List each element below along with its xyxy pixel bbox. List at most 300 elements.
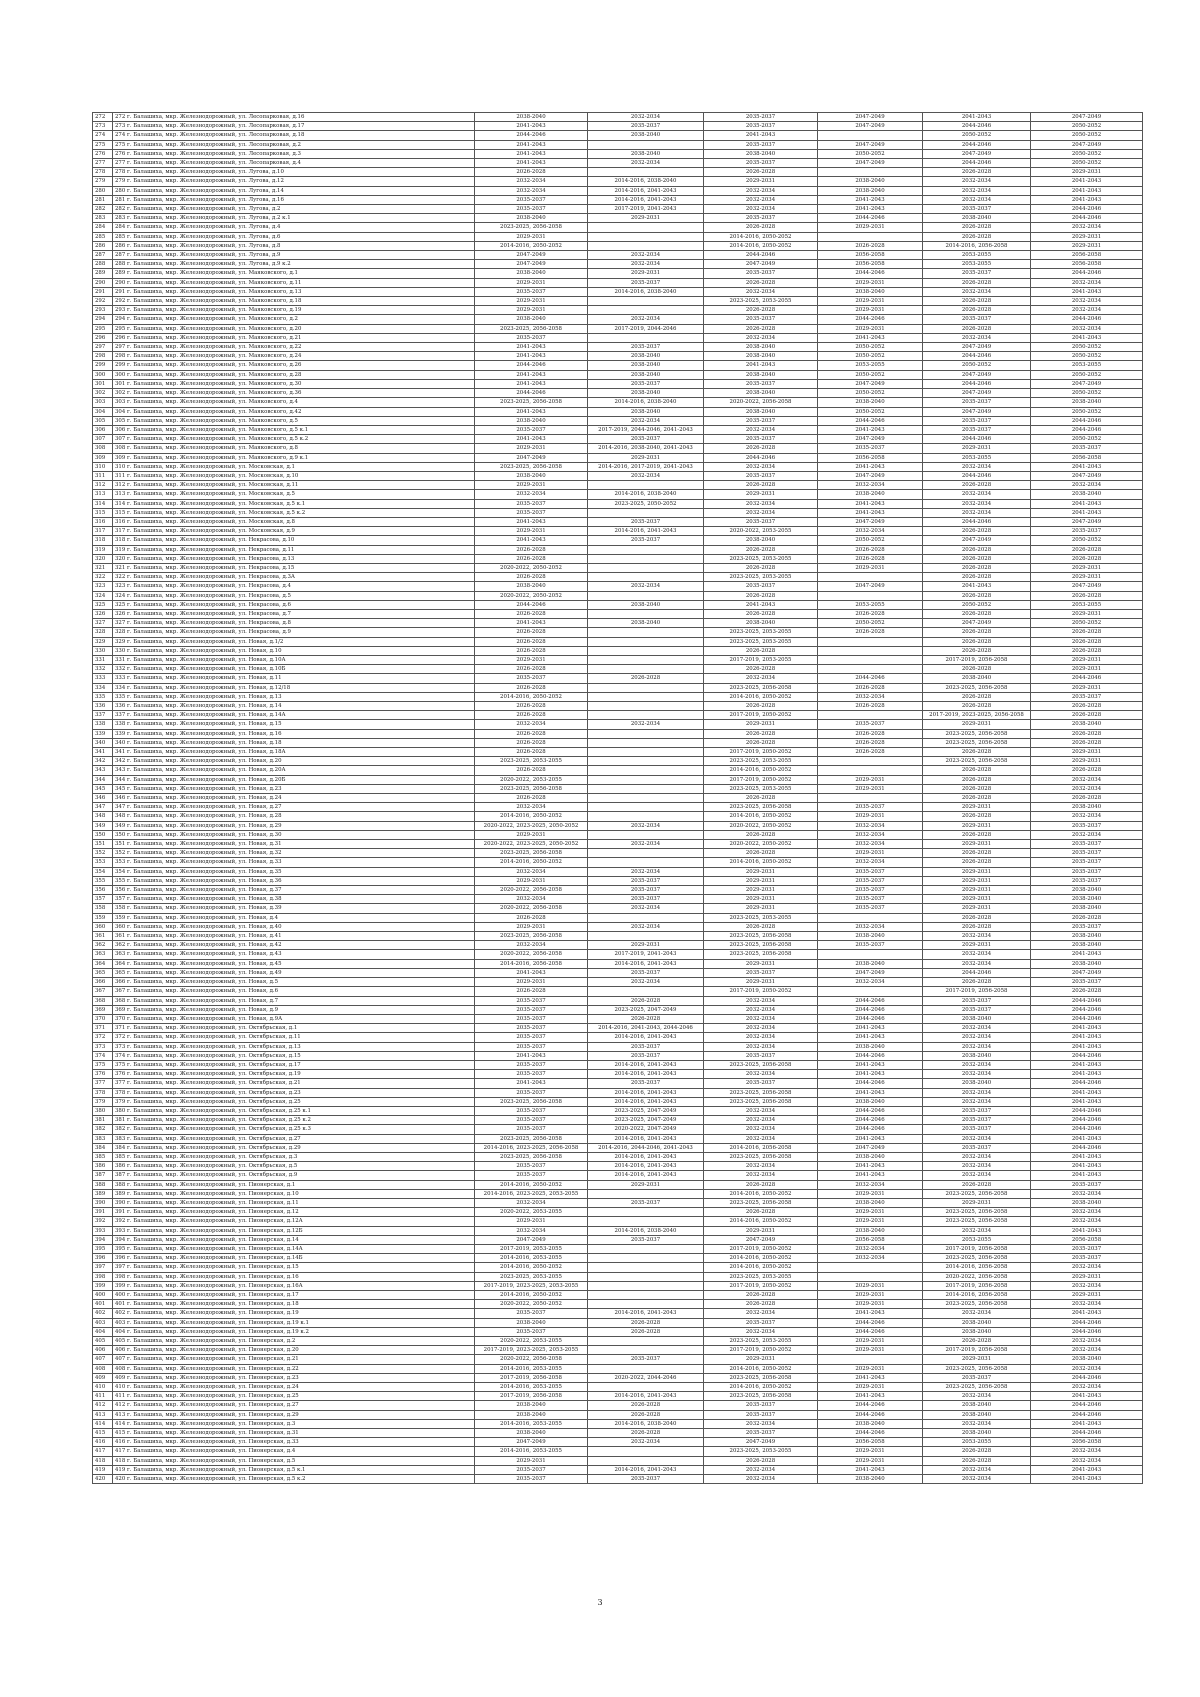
- address-cell: 374 г. Балашиха, мкр. Железнодорожный, ул. Октябрьская, д.15: [113, 1051, 475, 1060]
- work-period-3-cell: 2029-2031: [704, 177, 818, 186]
- work-period-4-cell: 2044-2046: [818, 1318, 923, 1327]
- work-period-2-cell: [588, 803, 704, 812]
- work-period-3-cell: 2032-2034: [704, 195, 818, 204]
- table-row: [93, 453, 1143, 462]
- address-cell: 324 г. Балашиха, мкр. Железнодорожный, ул. Некрасова, д.5: [113, 591, 475, 600]
- work-period-6-cell: 2047-2049: [1031, 582, 1143, 591]
- work-period-6-cell: 2041-2043: [1031, 1060, 1143, 1069]
- work-period-6-cell: 2035-2037: [1031, 849, 1143, 858]
- row-number-cell: 365: [93, 968, 113, 977]
- work-period-6-cell: 2041-2043: [1031, 1162, 1143, 1171]
- address-cell: 418 г. Балашиха, мкр. Железнодорожный, ул. Пионерская, д.5: [113, 1456, 475, 1465]
- work-period-2-cell: 2029-2031: [588, 214, 704, 223]
- row-number-cell: 371: [93, 1024, 113, 1033]
- work-period-5-cell: 2035-2037: [923, 1005, 1031, 1014]
- work-period-1-cell: 2044-2046: [475, 361, 588, 370]
- work-period-3-cell: 2032-2034: [704, 425, 818, 434]
- work-period-3-cell: 2020-2022, 2050-2052: [704, 840, 818, 849]
- work-period-5-cell: 2035-2037: [923, 269, 1031, 278]
- work-period-6-cell: 2038-2040: [1031, 720, 1143, 729]
- work-period-2-cell: [588, 573, 704, 582]
- work-period-6-cell: 2041-2043: [1031, 1134, 1143, 1143]
- address-cell: 272 г. Балашиха, мкр. Железнодорожный, ул. Лесопарковая, д.16: [113, 113, 475, 122]
- address-cell: 300 г. Балашиха, мкр. Железнодорожный, ул. Маяковского, д.28: [113, 370, 475, 379]
- work-period-5-cell: 2035-2037: [923, 996, 1031, 1005]
- work-period-2-cell: 2026-2028: [588, 1410, 704, 1419]
- work-period-3-cell: 2026-2028: [704, 168, 818, 177]
- work-period-1-cell: 2047-2049: [475, 260, 588, 269]
- work-period-2-cell: [588, 223, 704, 232]
- work-period-1-cell: 2029-2031: [475, 1217, 588, 1226]
- address-cell: 377 г. Балашиха, мкр. Железнодорожный, ул. Октябрьская, д.21: [113, 1079, 475, 1088]
- row-number-cell: 275: [93, 140, 113, 149]
- work-period-6-cell: 2026-2028: [1031, 554, 1143, 563]
- work-period-6-cell: 2047-2049: [1031, 140, 1143, 149]
- table-row: [93, 858, 1143, 867]
- work-period-3-cell: 2023-2025, 2056-2058: [704, 1373, 818, 1382]
- address-cell: 364 г. Балашиха, мкр. Железнодорожный, ул. Новая, д.45: [113, 959, 475, 968]
- work-period-6-cell: 2044-2046: [1031, 1116, 1143, 1125]
- work-period-5-cell: 2032-2034: [923, 462, 1031, 471]
- work-period-6-cell: 2032-2034: [1031, 784, 1143, 793]
- work-period-6-cell: 2047-2049: [1031, 471, 1143, 480]
- work-period-1-cell: 2035-2037: [475, 1162, 588, 1171]
- work-period-4-cell: 2056-2058: [818, 260, 923, 269]
- address-cell: 330 г. Балашиха, мкр. Железнодорожный, ул. Новая, д.10: [113, 646, 475, 655]
- work-period-3-cell: 2023-2025, 2053-2055: [704, 637, 818, 646]
- work-period-3-cell: 2026-2028: [704, 702, 818, 711]
- row-number-cell: 342: [93, 757, 113, 766]
- row-number-cell: 301: [93, 379, 113, 388]
- work-period-4-cell: 2050-2052: [818, 149, 923, 158]
- table-row: [93, 1291, 1143, 1300]
- work-period-3-cell: 2023-2025, 2053-2055: [704, 554, 818, 563]
- work-period-2-cell: 2032-2034: [588, 867, 704, 876]
- work-period-6-cell: 2053-2055: [1031, 600, 1143, 609]
- row-number-cell: 283: [93, 214, 113, 223]
- table-row: [93, 1033, 1143, 1042]
- row-number-cell: 273: [93, 122, 113, 131]
- work-period-2-cell: [588, 1272, 704, 1281]
- address-cell: 403 г. Балашиха, мкр. Железнодорожный, ул. Пионерская, д.19 к.1: [113, 1318, 475, 1327]
- work-period-1-cell: 2041-2043: [475, 149, 588, 158]
- table-row: [93, 1401, 1143, 1410]
- address-cell: 299 г. Балашиха, мкр. Железнодорожный, ул. Маяковского, д.26: [113, 361, 475, 370]
- address-cell: 281 г. Балашиха, мкр. Железнодорожный, ул. Лугова, д.16: [113, 195, 475, 204]
- work-period-3-cell: 2032-2034: [704, 287, 818, 296]
- work-period-6-cell: 2032-2034: [1031, 1364, 1143, 1373]
- work-period-3-cell: 2032-2034: [704, 996, 818, 1005]
- work-period-3-cell: 2026-2028: [704, 324, 818, 333]
- address-cell: 407 г. Балашиха, мкр. Железнодорожный, ул. Пионерская, д.21: [113, 1355, 475, 1364]
- work-period-2-cell: 2014-2016, 2041-2043: [588, 1309, 704, 1318]
- table-row: [93, 462, 1143, 471]
- row-number-cell: 408: [93, 1364, 113, 1373]
- work-period-2-cell: [588, 1244, 704, 1253]
- work-period-5-cell: 2032-2034: [923, 1070, 1031, 1079]
- work-period-6-cell: 2056-2058: [1031, 1235, 1143, 1244]
- work-period-3-cell: 2029-2031: [704, 1355, 818, 1364]
- work-period-5-cell: 2038-2040: [923, 1051, 1031, 1060]
- address-cell: 288 г. Балашиха, мкр. Железнодорожный, ул. Лугова, д.9 к.2: [113, 260, 475, 269]
- work-period-1-cell: 2032-2034: [475, 177, 588, 186]
- table-row: [93, 600, 1143, 609]
- work-period-3-cell: 2035-2037: [704, 379, 818, 388]
- work-period-4-cell: [818, 794, 923, 803]
- address-cell: 336 г. Балашиха, мкр. Железнодорожный, ул. Новая, д.14: [113, 702, 475, 711]
- work-period-6-cell: 2050-2052: [1031, 619, 1143, 628]
- work-period-2-cell: [588, 297, 704, 306]
- work-period-3-cell: 2032-2034: [704, 1134, 818, 1143]
- work-period-4-cell: 2044-2046: [818, 674, 923, 683]
- table-row: [93, 425, 1143, 434]
- work-period-5-cell: 2035-2037: [923, 1125, 1031, 1134]
- work-period-1-cell: 2041-2043: [475, 140, 588, 149]
- row-number-cell: 351: [93, 840, 113, 849]
- work-period-5-cell: 2023-2025, 2056-2058: [923, 729, 1031, 738]
- work-period-3-cell: 2014-2016, 2050-2052: [704, 1364, 818, 1373]
- address-cell: 352 г. Балашиха, мкр. Железнодорожный, ул. Новая, д.32: [113, 849, 475, 858]
- work-period-4-cell: 2047-2049: [818, 159, 923, 168]
- work-period-3-cell: 2035-2037: [704, 471, 818, 480]
- work-period-2-cell: 2032-2034: [588, 582, 704, 591]
- work-period-2-cell: 2035-2037: [588, 886, 704, 895]
- work-period-3-cell: 2032-2034: [704, 1419, 818, 1428]
- table-row: [93, 131, 1143, 140]
- work-period-4-cell: 2050-2052: [818, 370, 923, 379]
- work-period-1-cell: 2026-2028: [475, 545, 588, 554]
- work-period-2-cell: [588, 1291, 704, 1300]
- table-row: [93, 922, 1143, 931]
- work-period-2-cell: 2017-2019, 2044-2046, 2041-2043: [588, 425, 704, 434]
- work-period-3-cell: 2035-2037: [704, 435, 818, 444]
- work-period-6-cell: 2041-2043: [1031, 499, 1143, 508]
- address-cell: 396 г. Балашиха, мкр. Железнодорожный, ул. Пионерская, д.14Б: [113, 1254, 475, 1263]
- work-period-2-cell: [588, 858, 704, 867]
- row-number-cell: 359: [93, 913, 113, 922]
- work-period-2-cell: [588, 1337, 704, 1346]
- work-period-2-cell: 2014-2016, 2041-2043: [588, 186, 704, 195]
- work-period-4-cell: 2044-2046: [818, 1125, 923, 1134]
- work-period-2-cell: 2032-2034: [588, 315, 704, 324]
- work-period-3-cell: 2017-2019, 2053-2055: [704, 655, 818, 664]
- work-period-3-cell: 2029-2031: [704, 876, 818, 885]
- work-period-6-cell: 2044-2046: [1031, 1318, 1143, 1327]
- address-cell: 301 г. Балашиха, мкр. Железнодорожный, ул. Маяковского, д.30: [113, 379, 475, 388]
- address-cell: 302 г. Балашиха, мкр. Железнодорожный, ул. Маяковского, д.36: [113, 389, 475, 398]
- row-number-cell: 350: [93, 830, 113, 839]
- work-period-4-cell: 2029-2031: [818, 563, 923, 572]
- work-period-3-cell: 2020-2022, 2056-2058: [704, 398, 818, 407]
- work-period-6-cell: 2050-2052: [1031, 159, 1143, 168]
- work-period-3-cell: 2017-2019, 2050-2052: [704, 775, 818, 784]
- work-period-5-cell: 2026-2028: [923, 1337, 1031, 1346]
- work-period-5-cell: 2035-2037: [923, 1143, 1031, 1152]
- address-cell: 315 г. Балашиха, мкр. Железнодорожный, ул. Московская, д.5 к.2: [113, 508, 475, 517]
- work-period-4-cell: 2029-2031: [818, 306, 923, 315]
- table-row: [93, 978, 1143, 987]
- row-number-cell: 412: [93, 1401, 113, 1410]
- address-cell: 379 г. Балашиха, мкр. Железнодорожный, ул. Октябрьская, д.25: [113, 1097, 475, 1106]
- work-period-6-cell: 2044-2046: [1031, 1125, 1143, 1134]
- work-period-4-cell: 2041-2043: [818, 1162, 923, 1171]
- work-period-6-cell: 2032-2034: [1031, 775, 1143, 784]
- work-period-4-cell: 2044-2046: [818, 1106, 923, 1115]
- work-period-1-cell: 2014-2016, 2053-2055: [475, 1419, 588, 1428]
- row-number-cell: 337: [93, 711, 113, 720]
- work-period-4-cell: 2032-2034: [818, 922, 923, 931]
- work-period-1-cell: 2035-2037: [475, 1465, 588, 1474]
- row-number-cell: 376: [93, 1070, 113, 1079]
- work-period-3-cell: 2023-2025, 2053-2055: [704, 1447, 818, 1456]
- work-period-1-cell: 2038-2040: [475, 471, 588, 480]
- address-cell: 414 г. Балашиха, мкр. Железнодорожный, ул. Пионерская, д.3: [113, 1419, 475, 1428]
- row-number-cell: 333: [93, 674, 113, 683]
- row-number-cell: 339: [93, 729, 113, 738]
- work-period-1-cell: 2029-2031: [475, 278, 588, 287]
- table-row: [93, 830, 1143, 839]
- work-period-1-cell: 2020-2022, 2023-2025, 2050-2052: [475, 821, 588, 830]
- work-period-5-cell: 2023-2025, 2056-2058: [923, 1208, 1031, 1217]
- row-number-cell: 335: [93, 692, 113, 701]
- table-row: [93, 1024, 1143, 1033]
- work-period-4-cell: 2035-2037: [818, 941, 923, 950]
- work-period-4-cell: 2038-2040: [818, 1226, 923, 1235]
- work-period-5-cell: 2038-2040: [923, 1079, 1031, 1088]
- row-number-cell: 286: [93, 241, 113, 250]
- work-period-1-cell: 2026-2028: [475, 646, 588, 655]
- work-period-3-cell: 2026-2028: [704, 591, 818, 600]
- work-period-3-cell: 2032-2034: [704, 1162, 818, 1171]
- work-period-3-cell: 2038-2040: [704, 352, 818, 361]
- work-period-5-cell: 2029-2031: [923, 803, 1031, 812]
- address-cell: 415 г. Балашиха, мкр. Железнодорожный, ул. Пионерская, д.31: [113, 1429, 475, 1438]
- work-period-4-cell: 2041-2043: [818, 1171, 923, 1180]
- address-cell: 410 г. Балашиха, мкр. Железнодорожный, ул. Пионерская, д.24: [113, 1383, 475, 1392]
- work-period-4-cell: 2041-2043: [818, 1033, 923, 1042]
- table-row: [93, 168, 1143, 177]
- work-period-1-cell: 2038-2040: [475, 1429, 588, 1438]
- row-number-cell: 400: [93, 1291, 113, 1300]
- work-period-5-cell: 2038-2040: [923, 214, 1031, 223]
- work-period-4-cell: 2041-2043: [818, 1465, 923, 1474]
- work-period-1-cell: 2029-2031: [475, 830, 588, 839]
- address-cell: 292 г. Балашиха, мкр. Железнодорожный, ул. Маяковского, д.18: [113, 297, 475, 306]
- work-period-5-cell: 2032-2034: [923, 1419, 1031, 1428]
- work-period-6-cell: 2050-2052: [1031, 536, 1143, 545]
- work-period-2-cell: 2038-2040: [588, 149, 704, 158]
- work-period-1-cell: 2029-2031: [475, 527, 588, 536]
- table-row: [93, 1355, 1143, 1364]
- table-row: [93, 324, 1143, 333]
- work-period-2-cell: [588, 1217, 704, 1226]
- work-period-1-cell: 2035-2037: [475, 1125, 588, 1134]
- work-period-4-cell: 2029-2031: [818, 1447, 923, 1456]
- work-period-3-cell: 2044-2046: [704, 251, 818, 260]
- work-period-5-cell: 2026-2028: [923, 748, 1031, 757]
- work-period-5-cell: 2032-2034: [923, 1309, 1031, 1318]
- work-period-2-cell: [588, 637, 704, 646]
- work-period-2-cell: 2032-2034: [588, 251, 704, 260]
- work-period-5-cell: 2035-2037: [923, 205, 1031, 214]
- work-period-6-cell: 2035-2037: [1031, 922, 1143, 931]
- work-period-1-cell: 2023-2025, 2053-2055: [475, 1272, 588, 1281]
- work-period-1-cell: 2044-2046: [475, 389, 588, 398]
- address-cell: 381 г. Балашиха, мкр. Железнодорожный, ул. Октябрьская, д.25 к.2: [113, 1116, 475, 1125]
- table-row: [93, 287, 1143, 296]
- work-period-2-cell: 2035-2037: [588, 1079, 704, 1088]
- work-period-2-cell: [588, 784, 704, 793]
- work-period-4-cell: [818, 913, 923, 922]
- address-cell: 293 г. Балашиха, мкр. Железнодорожный, ул. Маяковского, д.19: [113, 306, 475, 315]
- table-row: [93, 1180, 1143, 1189]
- work-period-1-cell: 2023-2025, 2056-2058: [475, 932, 588, 941]
- table-row: [93, 812, 1143, 821]
- work-period-1-cell: 2026-2028: [475, 748, 588, 757]
- row-number-cell: 377: [93, 1079, 113, 1088]
- work-period-5-cell: 2026-2028: [923, 849, 1031, 858]
- table-row: [93, 306, 1143, 315]
- work-period-1-cell: 2026-2028: [475, 794, 588, 803]
- work-period-6-cell: 2026-2028: [1031, 738, 1143, 747]
- address-cell: 358 г. Балашиха, мкр. Железнодорожный, ул. Новая, д.39: [113, 904, 475, 913]
- work-period-5-cell: 2026-2028: [923, 702, 1031, 711]
- work-period-1-cell: 2041-2043: [475, 370, 588, 379]
- work-period-5-cell: 2020-2022, 2056-2058: [923, 1272, 1031, 1281]
- work-period-3-cell: 2026-2028: [704, 830, 818, 839]
- work-period-1-cell: 2017-2019, 2056-2058: [475, 1373, 588, 1382]
- work-period-5-cell: 2026-2028: [923, 527, 1031, 536]
- row-number-cell: 413: [93, 1410, 113, 1419]
- work-period-2-cell: 2014-2016, 2038-2040: [588, 1226, 704, 1235]
- row-number-cell: 409: [93, 1373, 113, 1382]
- work-period-1-cell: 2041-2043: [475, 536, 588, 545]
- address-cell: 284 г. Балашиха, мкр. Железнодорожный, ул. Лугова, д.4: [113, 223, 475, 232]
- row-number-cell: 366: [93, 978, 113, 987]
- table-row: [93, 766, 1143, 775]
- work-period-4-cell: 2029-2031: [818, 278, 923, 287]
- address-cell: 341 г. Балашиха, мкр. Железнодорожный, ул. Новая, д.18А: [113, 748, 475, 757]
- work-period-1-cell: 2020-2022, 2056-2058: [475, 950, 588, 959]
- row-number-cell: 392: [93, 1217, 113, 1226]
- work-period-1-cell: 2026-2028: [475, 987, 588, 996]
- work-period-6-cell: 2035-2037: [1031, 692, 1143, 701]
- row-number-cell: 315: [93, 508, 113, 517]
- work-period-5-cell: 2050-2052: [923, 131, 1031, 140]
- work-period-3-cell: 2044-2046: [704, 453, 818, 462]
- table-row: [93, 1014, 1143, 1023]
- work-period-6-cell: 2026-2028: [1031, 794, 1143, 803]
- work-period-6-cell: 2029-2031: [1031, 563, 1143, 572]
- address-cell: 308 г. Балашиха, мкр. Железнодорожный, ул. Маяковского, д.8: [113, 444, 475, 453]
- work-period-1-cell: 2035-2037: [475, 1309, 588, 1318]
- work-period-1-cell: 2038-2040: [475, 582, 588, 591]
- work-period-6-cell: 2029-2031: [1031, 655, 1143, 664]
- work-period-6-cell: 2029-2031: [1031, 232, 1143, 241]
- work-period-2-cell: [588, 702, 704, 711]
- work-period-4-cell: 2041-2043: [818, 205, 923, 214]
- work-period-4-cell: 2041-2043: [818, 508, 923, 517]
- table-row: [93, 1465, 1143, 1474]
- work-period-4-cell: 2044-2046: [818, 416, 923, 425]
- work-period-1-cell: 2047-2049: [475, 1438, 588, 1447]
- address-cell: 328 г. Балашиха, мкр. Железнодорожный, ул. Некрасова, д.9: [113, 628, 475, 637]
- work-period-5-cell: 2026-2028: [923, 692, 1031, 701]
- work-period-2-cell: 2014-2016, 2044-2046, 2041-2043: [588, 1143, 704, 1152]
- row-number-cell: 406: [93, 1346, 113, 1355]
- work-period-2-cell: [588, 1208, 704, 1217]
- work-period-4-cell: 2041-2043: [818, 333, 923, 342]
- row-number-cell: 285: [93, 232, 113, 241]
- work-period-2-cell: 2014-2016, 2041-2043: [588, 1070, 704, 1079]
- work-period-3-cell: 2026-2028: [704, 609, 818, 618]
- work-period-5-cell: 2035-2037: [923, 315, 1031, 324]
- address-cell: 337 г. Балашиха, мкр. Железнодорожный, ул. Новая, д.14А: [113, 711, 475, 720]
- row-number-cell: 284: [93, 223, 113, 232]
- row-number-cell: 399: [93, 1281, 113, 1290]
- work-period-1-cell: 2035-2037: [475, 1475, 588, 1484]
- work-period-2-cell: [588, 775, 704, 784]
- work-period-5-cell: 2017-2019, 2056-2058: [923, 987, 1031, 996]
- work-period-1-cell: 2014-2016, 2053-2055: [475, 1447, 588, 1456]
- work-period-4-cell: [818, 655, 923, 664]
- work-period-4-cell: 2047-2049: [818, 582, 923, 591]
- table-row: [93, 398, 1143, 407]
- work-period-4-cell: 2041-2043: [818, 462, 923, 471]
- work-period-6-cell: 2032-2034: [1031, 1337, 1143, 1346]
- work-period-1-cell: 2041-2043: [475, 352, 588, 361]
- table-row: [93, 932, 1143, 941]
- work-period-3-cell: 2023-2025, 2056-2058: [704, 683, 818, 692]
- work-period-2-cell: 2035-2037: [588, 343, 704, 352]
- work-period-1-cell: 2038-2040: [475, 1318, 588, 1327]
- work-period-4-cell: 2032-2034: [818, 692, 923, 701]
- table-row: [93, 582, 1143, 591]
- work-period-5-cell: 2029-2031: [923, 840, 1031, 849]
- table-row: [93, 1079, 1143, 1088]
- work-period-5-cell: 2023-2025, 2056-2058: [923, 1300, 1031, 1309]
- row-number-cell: 349: [93, 821, 113, 830]
- work-period-6-cell: 2050-2052: [1031, 149, 1143, 158]
- table-row: [93, 333, 1143, 342]
- register-sheet: [92, 112, 1142, 1484]
- address-cell: 380 г. Балашиха, мкр. Железнодорожный, ул. Октябрьская, д.25 к.1: [113, 1106, 475, 1115]
- table-row: [93, 895, 1143, 904]
- work-period-1-cell: 2029-2031: [475, 1456, 588, 1465]
- work-period-6-cell: 2041-2043: [1031, 1419, 1143, 1428]
- work-period-6-cell: 2026-2028: [1031, 545, 1143, 554]
- work-period-1-cell: 2026-2028: [475, 683, 588, 692]
- work-period-3-cell: 2029-2031: [704, 720, 818, 729]
- work-period-3-cell: 2026-2028: [704, 922, 818, 931]
- row-number-cell: 346: [93, 794, 113, 803]
- work-period-4-cell: 2044-2046: [818, 1401, 923, 1410]
- work-period-2-cell: 2023-2025, 2047-2049: [588, 1106, 704, 1115]
- work-period-5-cell: 2026-2028: [923, 223, 1031, 232]
- work-period-3-cell: 2029-2031: [704, 1226, 818, 1235]
- work-period-4-cell: 2032-2034: [818, 840, 923, 849]
- work-period-6-cell: 2041-2043: [1031, 1042, 1143, 1051]
- work-period-3-cell: 2014-2016, 2050-2052: [704, 1263, 818, 1272]
- row-number-cell: 303: [93, 398, 113, 407]
- work-period-1-cell: 2044-2046: [475, 600, 588, 609]
- work-period-1-cell: 2014-2016, 2023-2025, 2053-2055: [475, 1189, 588, 1198]
- row-number-cell: 331: [93, 655, 113, 664]
- work-period-6-cell: 2041-2043: [1031, 287, 1143, 296]
- work-period-6-cell: 2032-2034: [1031, 278, 1143, 287]
- work-period-1-cell: 2026-2028: [475, 665, 588, 674]
- table-row: [93, 711, 1143, 720]
